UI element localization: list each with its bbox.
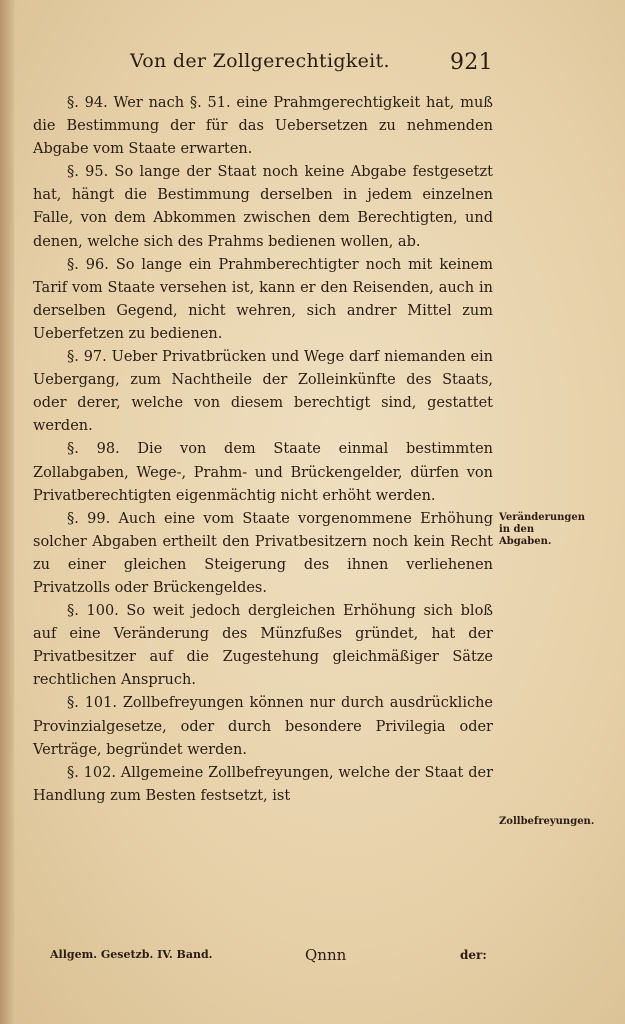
footer-signature: Qnnn (305, 946, 347, 964)
paragraph-94: §. 94. Wer nach §. 51. eine Prahmgerechtigkeit hat, muß die Bestimmung der für das Uebersetzen zu nehmenden Abgabe vom Staate erwarten. (33, 95, 493, 158)
paragraph-100: §. 100. So weit jedoch dergleichen Erhöhung sich bloß auf eine Veränderung des Münzfußes gründet, hat der Privatbesitzer auf die Zugestehung gleichmäßiger Sätze rechtlichen Anspruch. (33, 603, 493, 689)
page-footer (50, 946, 500, 964)
paragraph-98: §. 98. Die von dem Staate einmal bestimmten Zollabgaben, Wege-, Prahm- und Brückengelder, dürfen von Privatberechtigten eigenmächtig nicht erhöht werden. (33, 441, 493, 504)
running-header (130, 50, 510, 75)
paragraph-95: §. 95. So lange der Staat noch keine Abgabe festgesetzt hat, hängt die Bestimmung derselben in jedem einzelnen Falle, von dem Abkommen zwischen dem Berechtigten, und denen, welche sich des Prahms bedienen wollen, ab. (33, 164, 493, 250)
footer-catchword: der: (460, 948, 487, 962)
header-title: Von der Zollgerechtigkeit. (130, 50, 390, 72)
margin-note-exemptions: Zollbefreyungen. (499, 816, 595, 827)
paragraph-97: §. 97. Ueber Privatbrücken und Wege darf niemanden ein Uebergang, zum Nachtheile der Zolleinkünfte des Staats, oder derer, welche von diesem berechtigt sind, gestattet werden. (33, 349, 493, 435)
paragraph-99: §. 99. Auch eine vom Staate vorgenommene Erhöhung solcher Abgaben ertheilt den Privatbesitzern noch kein Recht zu einer gleichen Steigerung des ihnen verliehenen Privatzolls oder Brückengeldes. (33, 510, 493, 596)
page-number: 921 (450, 50, 493, 75)
paragraph-101: §. 101. Zollbefreyungen können nur durch ausdrückliche Provinzialgesetze, oder durch besondere Privilegia oder Verträge, begründet werden. (33, 695, 493, 758)
paragraph-96: §. 96. So lange ein Prahmberechtigter noch mit keinem Tarif vom Staate versehen ist, kann er den Reisenden, auch in derselben Gegend, nicht wehren, sich andrer Mittel zum Ueberfetzen zu bedienen. (33, 256, 493, 342)
paragraph-102: §. 102. Allgemeine Zollbefreyungen, welche der Staat der Handlung zum Besten festsetzt, ist (33, 764, 493, 804)
footer-source: Allgem. Gesetzb. IV. Band. (50, 948, 213, 961)
body-text (33, 92, 493, 808)
margin-note-changes: Veränderungen in den Abgaben. (499, 512, 586, 547)
